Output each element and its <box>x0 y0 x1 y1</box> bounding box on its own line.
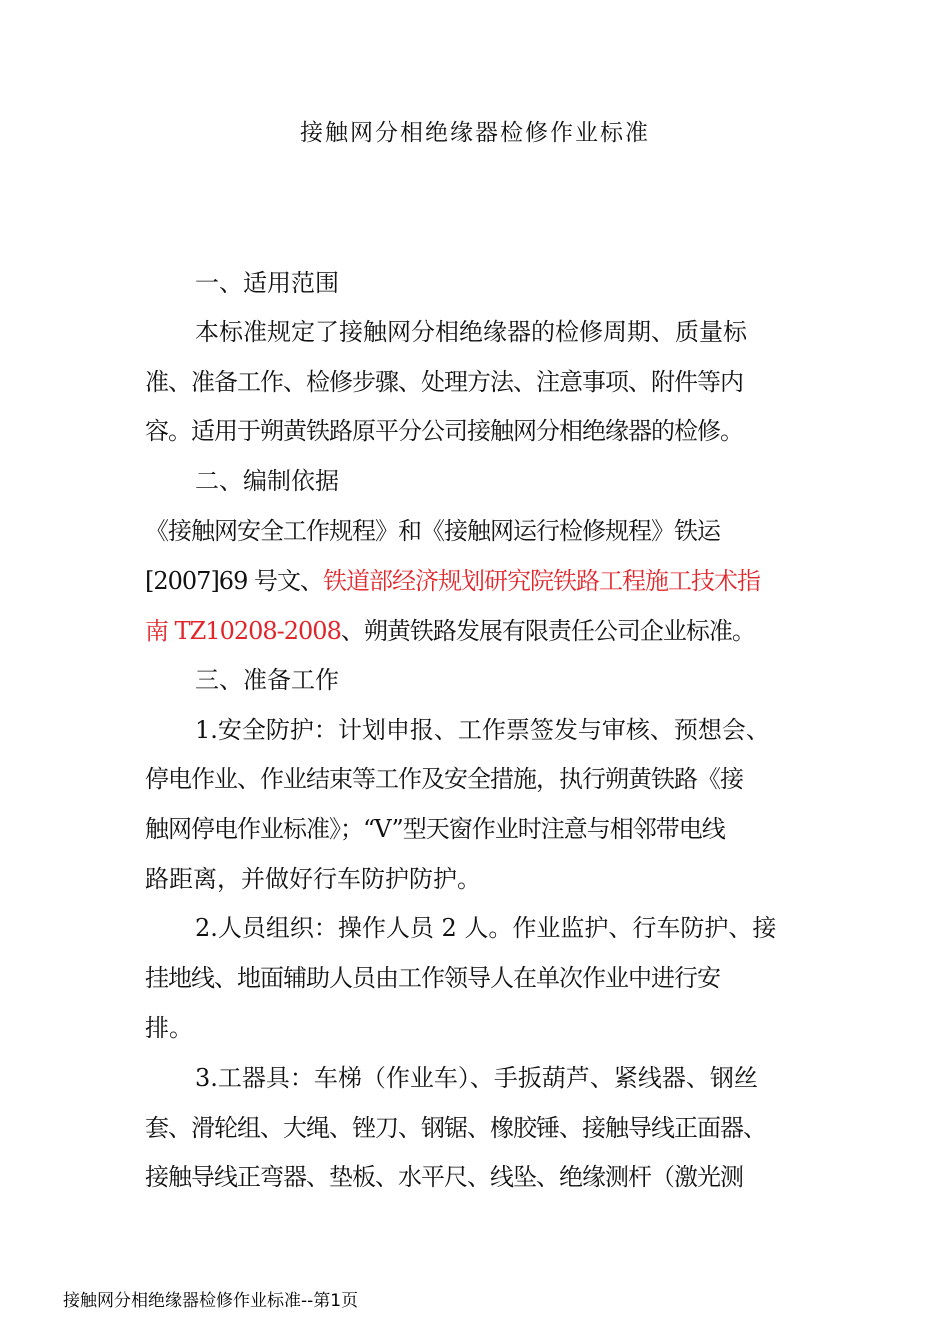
paragraph-line <box>145 614 845 648</box>
highlighted-reference: 南 TZ10208-2008 <box>145 617 341 645</box>
paragraph-line <box>145 564 845 598</box>
document-title: 接触网分相绝缘器检修作业标准 <box>300 120 650 146</box>
section-heading-preparation: 三、准备工作 <box>195 666 339 694</box>
paragraph-line: 路距离，并做好行车防护防护。 <box>145 865 481 893</box>
page-footer: 接触网分相绝缘器检修作业标准--第1页 <box>63 1291 359 1311</box>
highlighted-reference: 铁道部经济规划研究院铁路工程施工技术指 <box>322 567 760 595</box>
paragraph-line: 3.工器具：车梯（作业车）、手扳葫芦、紧线器、钢丝 <box>195 1064 758 1092</box>
paragraph-line: 2.人员组织：操作人员 2 人。作业监护、行车防护、接 <box>195 914 777 942</box>
paragraph-line: 1.安全防护：计划申报、工作票签发与审核、预想会、 <box>195 716 770 744</box>
section-heading-scope: 一、适用范围 <box>195 269 339 297</box>
paragraph-line: 容。适用于朔黄铁路原平分公司接触网分相绝缘器的检修。 <box>145 417 743 445</box>
paragraph-line: 接触导线正弯器、垫板、水平尺、线坠、绝缘测杆（激光测 <box>145 1163 743 1191</box>
reference-text: [2007]69 号文、 <box>145 567 323 595</box>
paragraph-line: 套、滑轮组、大绳、锉刀、钢锯、橡胶锤、接触导线正面器、 <box>145 1114 766 1142</box>
paragraph-line: 《接触网安全工作规程》和《接触网运行检修规程》铁运 <box>145 517 720 545</box>
paragraph-line: 排。 <box>145 1014 193 1042</box>
section-heading-basis: 二、编制依据 <box>195 467 339 495</box>
paragraph-line: 停电作业、作业结束等工作及安全措施，执行朔黄铁路《接 <box>145 765 743 793</box>
paragraph-line: 本标准规定了接触网分相绝缘器的检修周期、质量标 <box>195 318 747 346</box>
paragraph-line: 触网停电作业标准》；“V”型天窗作业时注意与相邻带电线 <box>145 815 725 843</box>
paragraph-line: 挂地线、地面辅助人员由工作领导人在单次作业中进行安 <box>145 964 720 992</box>
reference-text: 、朔黄铁路发展有限责任公司企业标准。 <box>340 617 755 645</box>
paragraph-line: 准、准备工作、检修步骤、处理方法、注意事项、附件等内 <box>145 368 743 396</box>
